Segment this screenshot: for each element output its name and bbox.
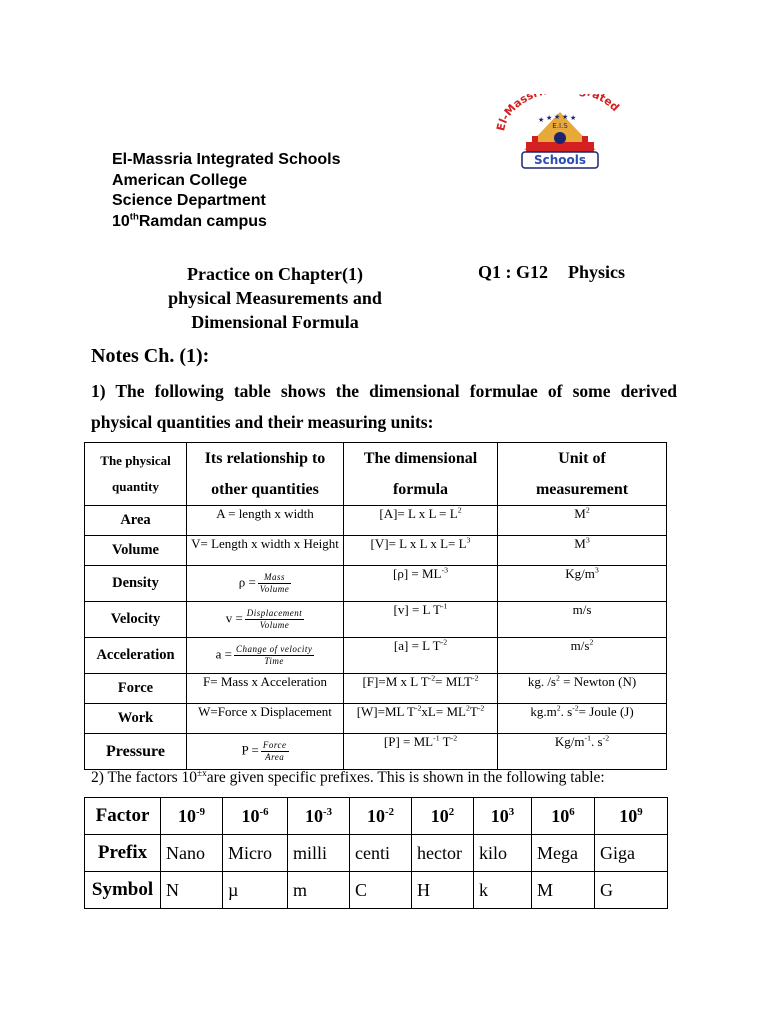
logo-arc-text: El-Mass ated xyxy=(494,94,622,133)
dimensional-formula-table xyxy=(84,442,667,770)
table-row: Force F= Mass x Acceleration [F]=M x L $T^{-2}= MLT^{-2}$ kg. $/s^2$ = Newton (N) xyxy=(85,674,667,704)
school-header xyxy=(112,150,341,232)
pressure-fraction: $\frac{\text{Force}}{\text{Area}}$ xyxy=(262,740,287,762)
school-logo xyxy=(486,94,634,172)
prefix-label: Prefix xyxy=(85,835,161,872)
symbol-cell: µ xyxy=(223,872,288,909)
prefix-cell: kilo xyxy=(474,835,532,872)
intro-paragraph-2: 2) The factors $10^{\pm x}are$ given specific prefixes. This is shown in the following table: xyxy=(91,768,605,786)
density-fraction: $\frac{\text{Mass}}{\text{Volume}}$ xyxy=(259,572,290,594)
factor-row xyxy=(85,798,668,835)
symbol-label: Symbol xyxy=(85,872,161,909)
symbol-cell: N xyxy=(161,872,223,909)
table-row: Acceleration a = $\frac{\text{Change of velocity}}{\text{Time}}$ [a] = L $T^{-2}$ $m/s^2$ xyxy=(85,638,667,674)
symbol-cell: k xyxy=(474,872,532,909)
svg-text:★: ★ xyxy=(562,113,569,121)
school-name: El-Massria Integrated Schools xyxy=(112,151,341,168)
header-relationship: Its relationship to other quantities xyxy=(187,443,344,506)
prefix-cell: Nano xyxy=(161,835,223,872)
symbol-cell: C xyxy=(350,872,412,909)
factor-cell: $10^2$ xyxy=(412,798,474,835)
factor-cell: $10^{-3}$ xyxy=(288,798,350,835)
factor-cell: $10^{-6}$ xyxy=(223,798,288,835)
prefix-cell: Mega xyxy=(532,835,595,872)
quiz-subject: Physics xyxy=(568,262,626,282)
logo-schools-text: Schools xyxy=(533,153,587,167)
table-row: Volume V= Length x width x Height [V]= L x L x $L= L^3$ $M^3$ xyxy=(85,536,667,566)
svg-text:★: ★ xyxy=(546,114,553,122)
symbol-cell: M xyxy=(532,872,595,909)
factor-cell: $10^3$ xyxy=(474,798,532,835)
intro-paragraph-1: 1) The following table shows the dimensional formulae of some derived physical quantities and their measuring units: xyxy=(91,381,677,432)
quiz-code: Q1 : G12 xyxy=(478,262,548,282)
table-row: Pressure P = $\frac{\text{Force}}{\text{Area}}$ $[P] = ML^{-1}$ $T^{-2}$ $Kg/m^{-1}$. $s^{-2}$ xyxy=(85,734,667,770)
prefix-row xyxy=(85,835,668,872)
logo-year: E.I.S xyxy=(552,122,568,130)
factor-label: Factor xyxy=(85,798,161,835)
header-quantity: The physical quantity xyxy=(85,443,187,506)
college-name: American College xyxy=(112,171,248,189)
table-row: Density ρ = $\frac{\text{Mass}}{\text{Volume}}$ $[\rho] = ML^{-3}$ $Kg/m^3$ xyxy=(85,566,667,602)
prefix-cell: Giga xyxy=(595,835,668,872)
symbol-cell: G xyxy=(595,872,668,909)
svg-text:★: ★ xyxy=(554,113,561,121)
svg-text:★: ★ xyxy=(538,116,545,124)
factor-cell: $10^9$ xyxy=(595,798,668,835)
table-row: Area A = length x width [A]= L x $L = L^2$ $M^2$ xyxy=(85,506,667,536)
symbol-cell: m xyxy=(288,872,350,909)
factor-cell: $10^{-9}$ xyxy=(161,798,223,835)
table-header-row xyxy=(85,443,667,506)
header-dimensional: The dimensional formula xyxy=(344,443,498,506)
acceleration-fraction: $\frac{\text{Change of velocity}}{\text{Time}}$ xyxy=(235,644,313,666)
quiz-info xyxy=(478,262,625,283)
campus-name: 10thRamdan campus xyxy=(112,211,267,230)
title-line-1: Practice on Chapter(1) xyxy=(187,264,363,284)
prefix-cell: hector xyxy=(412,835,474,872)
department-name: Science Department xyxy=(112,192,266,209)
table-row: Velocity v = $\frac{\text{Displacement}}{\text{Volume}}$ [v] = L $T^{-1}$ m/s xyxy=(85,602,667,638)
header-unit: Unit of measurement xyxy=(498,443,667,506)
notes-heading: Notes Ch. (1): xyxy=(91,345,210,367)
velocity-fraction: $\frac{\text{Displacement}}{\text{Volume}}$ xyxy=(246,608,303,630)
prefix-cell: centi xyxy=(350,835,412,872)
factor-cell: $10^6$ xyxy=(532,798,595,835)
title-line-3: Dimensional Formula xyxy=(191,312,359,332)
table-row: Work W=Force x Displacement [W]=ML $T^{-2}xL= ML^2T^{-2}$ $kg.m^2$. $s^{-2}=$ Joule (J) xyxy=(85,704,667,734)
symbol-cell: H xyxy=(412,872,474,909)
svg-text:★: ★ xyxy=(570,114,577,122)
school-logo-graphic xyxy=(486,94,634,172)
title-line-2: physical Measurements and xyxy=(168,288,382,308)
prefix-cell: Micro xyxy=(223,835,288,872)
logo-emblem xyxy=(554,132,566,144)
factor-cell: $10^{-2}$ xyxy=(350,798,412,835)
symbol-row xyxy=(85,872,668,909)
worksheet-title xyxy=(140,262,410,334)
prefix-table xyxy=(84,797,668,909)
prefix-cell: milli xyxy=(288,835,350,872)
